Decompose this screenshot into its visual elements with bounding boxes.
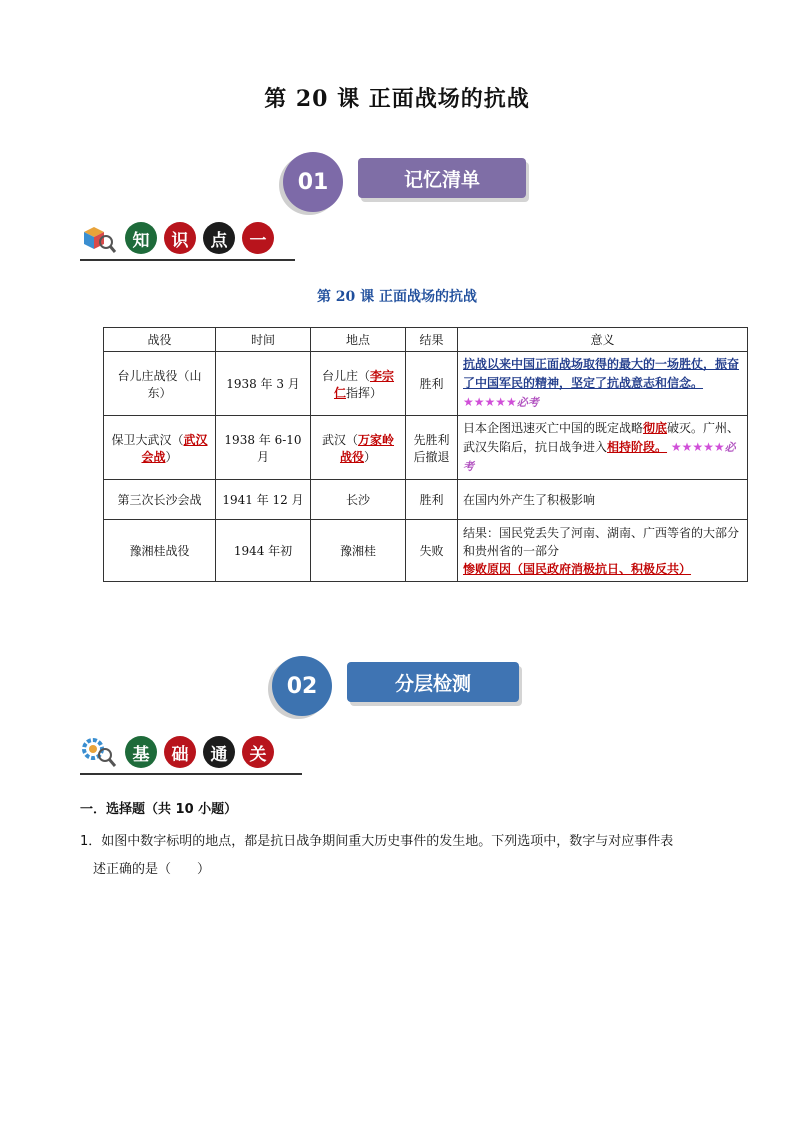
cell-battle: 豫湘桂战役: [104, 520, 216, 582]
star-rating: ★★★★★必考: [463, 440, 736, 473]
basic-practice-heading: [80, 736, 274, 768]
section-number-badge: 02: [272, 656, 332, 716]
star-rating: ★★★★★必考: [463, 395, 539, 409]
cell-place: 豫湘桂: [311, 520, 406, 582]
cell-meaning: [458, 352, 748, 416]
cell-time: 1938 年 3 月: [216, 352, 311, 416]
cell-result: 胜利: [406, 352, 458, 416]
cell-time: 1941 年 12 月: [216, 480, 311, 520]
table-row: [104, 520, 748, 582]
highlight-meaning: 抗战以来中国正面战场取得的最大的一场胜仗，振奋了中国军民的精神，坚定了抗战意志和信念。: [463, 357, 740, 390]
table-row: [104, 480, 748, 520]
section-banner-label: 分层检测: [347, 662, 519, 702]
heading-rule: [80, 773, 302, 775]
heading-rule: [80, 259, 295, 261]
gear-magnifier-icon: [80, 736, 118, 768]
question-section-heading: 一．选择题（共 10 小题）: [80, 802, 238, 817]
header-result: 结果: [406, 328, 458, 352]
cell-place: 长沙: [311, 480, 406, 520]
question-1: [80, 828, 730, 884]
section-banner-memory-list: [283, 152, 528, 212]
cell-meaning: 日本企图迅速灭亡中国的既定战略彻底破灭。广州、武汉失陷后，抗日战争进入相持阶段。 ★★★★★必考: [458, 416, 748, 480]
chip-chu: 础: [164, 736, 196, 768]
header-place: 地点: [311, 328, 406, 352]
chip-ji: 基: [125, 736, 157, 768]
header-time: 时间: [216, 328, 311, 352]
cell-result: 先胜利后撤退: [406, 416, 458, 480]
cell-meaning: 在国内外产生了积极影响: [458, 480, 748, 520]
knowledge-point-heading: [80, 222, 274, 254]
highlight-commander: 李宗仁: [333, 368, 395, 400]
cell-time: 1938 年 6-10 月: [216, 416, 311, 480]
highlight-defeat-cause: 惨败原因（国民政府消极抗日、积极反共）: [463, 561, 692, 576]
highlight-battle-sub: 万家岭战役: [339, 432, 395, 464]
cell-result: 失败: [406, 520, 458, 582]
chip-dian: 点: [203, 222, 235, 254]
highlight-battle-name: 武汉会战: [141, 432, 208, 464]
section-number-badge: 01: [283, 152, 343, 212]
cell-battle: 第三次长沙会战: [104, 480, 216, 520]
cell-result: 胜利: [406, 480, 458, 520]
table-row: [104, 416, 748, 480]
section-banner-label: 记忆清单: [358, 158, 526, 198]
cell-place: 武汉（万家岭战役）: [311, 416, 406, 480]
section-banner-layered-test: [272, 656, 524, 716]
chip-guan: 关: [242, 736, 274, 768]
chip-shi: 识: [164, 222, 196, 254]
question-1-line1: 1．如图中数字标明的地点，都是抗日战争期间重大历史事件的发生地。下列选项中，数字与对应事件表: [80, 834, 674, 849]
question-1-line2: 述正确的是（ ）: [93, 862, 211, 877]
chip-zhi: 知: [125, 222, 157, 254]
chip-yi: 一: [242, 222, 274, 254]
page-title: 第 20 课 正面战场的抗战: [264, 86, 530, 112]
cell-battle: 保卫大武汉（武汉会战）: [104, 416, 216, 480]
table-row: [104, 352, 748, 416]
table-title: 第 20 课 正面战场的抗战: [316, 289, 478, 305]
cell-battle: 台儿庄战役（山东）: [104, 352, 216, 416]
cell-meaning: 结果：国民党丢失了河南、湖南、广西等省的大部分和贵州省的一部分 惨败原因（国民政府消极抗日、积极反共）: [458, 520, 748, 582]
cell-place: 台儿庄（李宗仁指挥）: [311, 352, 406, 416]
chip-tong: 通: [203, 736, 235, 768]
cube-magnifier-icon: [80, 222, 118, 254]
cell-time: 1944 年初: [216, 520, 311, 582]
header-meaning: 意义: [458, 328, 748, 352]
battles-table: [103, 327, 748, 582]
table-header-row: [104, 328, 748, 352]
header-battle: 战役: [104, 328, 216, 352]
